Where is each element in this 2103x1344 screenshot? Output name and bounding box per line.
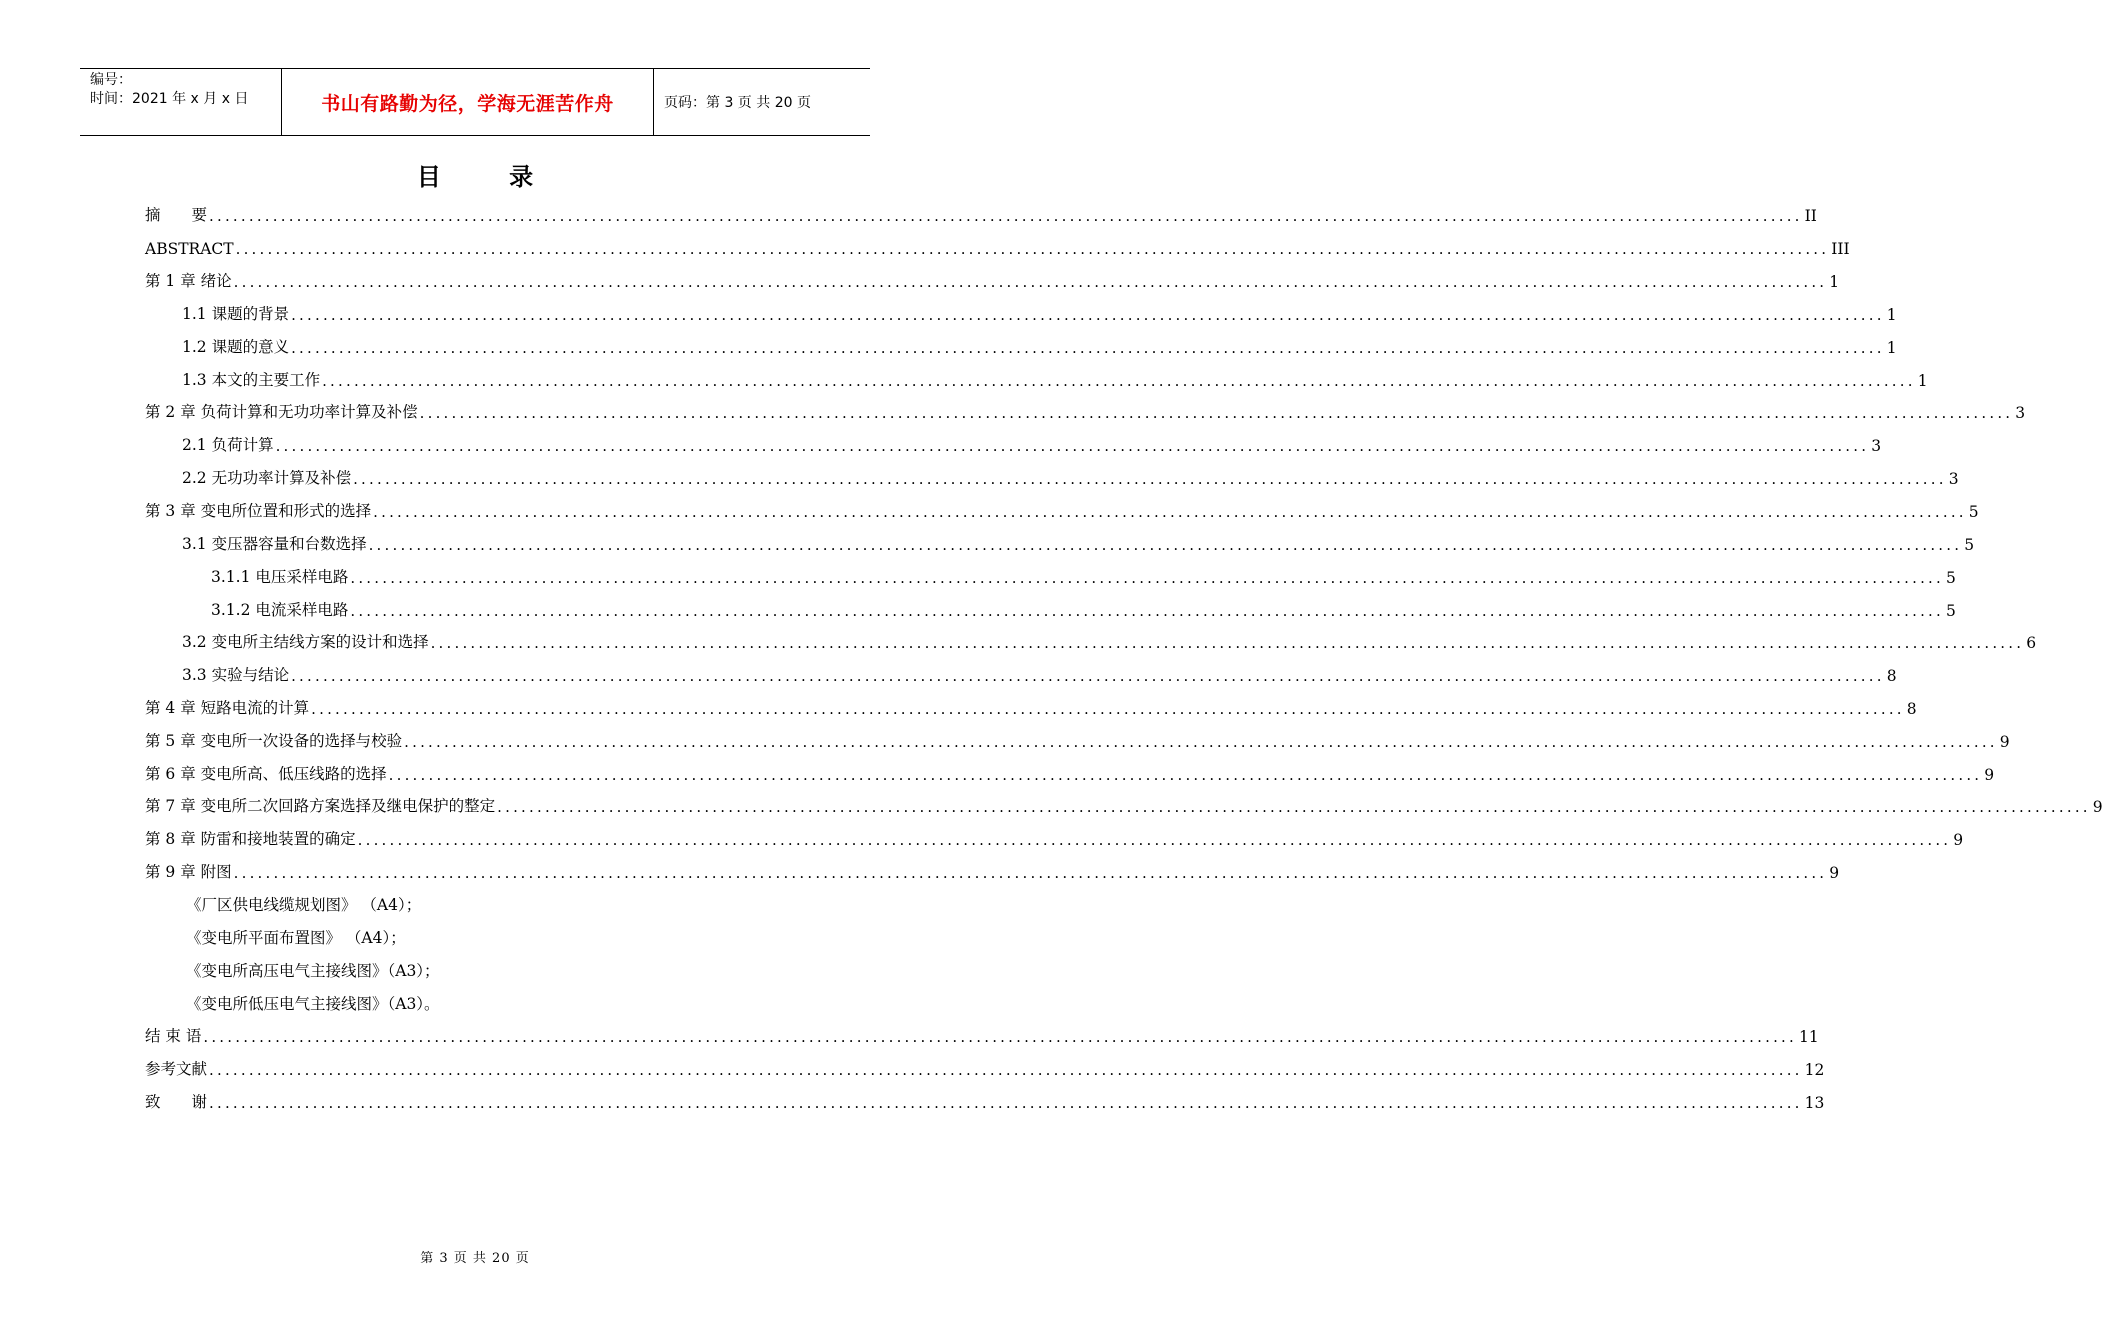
toc-leader: ........................................................................................................................................................................................................ bbox=[209, 207, 1803, 225]
toc-entry-label: 摘 要 bbox=[145, 206, 208, 224]
toc-leader: ........................................................................................................................................................................................................ bbox=[233, 273, 1828, 291]
toc-entry-label: 3.2 变电所主结线方案的设计和选择 bbox=[182, 633, 429, 651]
toc-leader: ........................................................................................................................................................................................................ bbox=[373, 503, 1967, 521]
toc-entry-label: 致 谢 bbox=[145, 1093, 208, 1111]
toc-entry[interactable] bbox=[182, 530, 1975, 554]
toc-entry-page: 1 bbox=[1917, 372, 1928, 390]
toc-leader: ........................................................................................................................................................................................................ bbox=[209, 1094, 1803, 1112]
toc-entry[interactable] bbox=[145, 760, 1995, 784]
toc-leader: ........................................................................................................................................................................................................ bbox=[311, 700, 1905, 718]
toc-leader: ........................................................................................................................................................................................................ bbox=[419, 404, 2014, 422]
toc-leader: ........................................................................................................................................................................................................ bbox=[291, 339, 1885, 357]
toc-entry-label: 参考文献 bbox=[145, 1060, 208, 1078]
toc-entry[interactable] bbox=[182, 661, 1897, 685]
toc-leader: ........................................................................................................................................................................................................ bbox=[497, 798, 2091, 816]
toc-entry-page: 12 bbox=[1804, 1061, 1825, 1079]
toc-leader: ........................................................................................................................................................................................................ bbox=[233, 864, 1828, 882]
toc-entry-page: 11 bbox=[1798, 1028, 1819, 1046]
toc-leader: ........................................................................................................................................................................................................ bbox=[357, 831, 1952, 849]
toc-entry[interactable] bbox=[182, 628, 2037, 652]
toc-entry[interactable] bbox=[145, 1022, 1819, 1046]
toc-entry-page: 9 bbox=[2092, 798, 2103, 816]
toc-leader: ........................................................................................................................................................................................................ bbox=[209, 1061, 1803, 1079]
toc-entry[interactable] bbox=[211, 596, 1956, 620]
appendix-item: 《变电所高压电气主接线图》（A3）； bbox=[186, 962, 440, 980]
toc-entry-page: 9 bbox=[1999, 733, 2010, 751]
toc-entry-label: 第 6 章 变电所高、低压线路的选择 bbox=[145, 765, 387, 783]
toc-entry[interactable] bbox=[145, 727, 2010, 751]
toc-leader: ........................................................................................................................................................................................................ bbox=[203, 1028, 1797, 1046]
toc-entry[interactable] bbox=[182, 300, 1897, 324]
toc-entry-label: 第 3 章 变电所位置和形式的选择 bbox=[145, 502, 372, 520]
toc-leader: ........................................................................................................................................................................................................ bbox=[322, 372, 1916, 390]
page-footer: 第 3 页 共 20 页 bbox=[420, 1251, 530, 1266]
toc-leader: ........................................................................................................................................................................................................ bbox=[291, 667, 1885, 685]
toc-entry-label: 1.2 课题的意义 bbox=[182, 338, 290, 356]
toc-entry-page: 5 bbox=[1946, 602, 1956, 620]
toc-entry-label: 第 4 章 短路电流的计算 bbox=[145, 699, 310, 717]
toc-entry-page: 3 bbox=[1948, 470, 1959, 488]
toc-leader: ........................................................................................................................................................................................................ bbox=[404, 733, 1998, 751]
toc-entry-page: 9 bbox=[1953, 831, 1964, 849]
toc-entry-label: 3.1.1 电压采样电路 bbox=[211, 568, 349, 586]
toc-entry[interactable] bbox=[145, 792, 2103, 816]
toc-title: 目 录 bbox=[416, 163, 564, 191]
toc-entry[interactable] bbox=[182, 366, 1928, 390]
header-meta bbox=[80, 69, 282, 135]
toc-entry-label: 3.3 实验与结论 bbox=[182, 666, 290, 684]
toc-entry-page: 8 bbox=[1886, 667, 1897, 685]
toc-entry-label: 1.1 课题的背景 bbox=[182, 305, 290, 323]
document-time: 时间：2021 年 x 月 x 日 bbox=[90, 91, 249, 107]
toc-entry-label: 3.1.2 电流采样电路 bbox=[211, 601, 349, 619]
toc-leader: ........................................................................................................................................................................................................ bbox=[388, 766, 1983, 784]
document-number: 编号： bbox=[90, 72, 132, 88]
toc-entry-page: 6 bbox=[2026, 634, 2037, 652]
toc-entry-label: 1.3 本文的主要工作 bbox=[182, 371, 321, 389]
toc-entry-page: 3 bbox=[2015, 404, 2026, 422]
page-header bbox=[80, 68, 870, 136]
appendix-item: 《变电所平面布置图》 （A4）； bbox=[186, 929, 406, 947]
toc-entry[interactable] bbox=[145, 398, 2026, 422]
toc-leader: ........................................................................................................................................................................................................ bbox=[350, 602, 1944, 620]
toc-entry[interactable] bbox=[145, 825, 1964, 849]
toc-leader: ........................................................................................................................................................................................................ bbox=[368, 536, 1963, 554]
toc-entry-page: 1 bbox=[1886, 306, 1897, 324]
toc-leader: ........................................................................................................................................................................................................ bbox=[353, 470, 1947, 488]
toc-entry[interactable] bbox=[145, 858, 1840, 882]
toc-entry[interactable] bbox=[145, 1055, 1825, 1079]
toc-entry[interactable] bbox=[211, 563, 1956, 587]
toc-entry-page: 1 bbox=[1886, 339, 1897, 357]
toc-entry[interactable] bbox=[145, 694, 1917, 718]
toc-entry[interactable] bbox=[145, 201, 1817, 225]
toc-leader: ........................................................................................................................................................................................................ bbox=[275, 437, 1870, 455]
toc-entry-label: 结 束 语 bbox=[145, 1027, 202, 1045]
toc-entry-page: 3 bbox=[1871, 437, 1882, 455]
toc-entry-page: 5 bbox=[1946, 569, 1956, 587]
header-page-info: 页码：第 3 页 共 20 页 bbox=[664, 95, 811, 111]
toc-entry-label: 第 9 章 附图 bbox=[145, 863, 232, 881]
toc-entry-label: ABSTRACT bbox=[145, 240, 234, 258]
toc-entry-page: 5 bbox=[1964, 536, 1975, 554]
toc-entry-label: 第 8 章 防雷和接地装置的确定 bbox=[145, 830, 356, 848]
toc-leader: ........................................................................................................................................................................................................ bbox=[430, 634, 2025, 652]
toc-entry[interactable] bbox=[145, 234, 1850, 258]
toc-entry-page: 9 bbox=[1829, 864, 1840, 882]
toc-entry[interactable] bbox=[145, 267, 1840, 291]
header-motto: 书山有路勤为径，学海无涯苦作舟 bbox=[282, 69, 654, 135]
toc-entry-page: III bbox=[1831, 240, 1850, 258]
toc-entry-label: 第 7 章 变电所二次回路方案选择及继电保护的整定 bbox=[145, 797, 496, 815]
toc-entry-label: 第 2 章 负荷计算和无功功率计算及补偿 bbox=[145, 403, 418, 421]
toc-entry-page: 13 bbox=[1804, 1094, 1825, 1112]
toc-entry-page: 8 bbox=[1906, 700, 1917, 718]
toc-leader: ........................................................................................................................................................................................................ bbox=[350, 569, 1944, 587]
appendix-item: 《变电所低压电气主接线图》（A3）。 bbox=[186, 995, 440, 1013]
toc-entry-page: 5 bbox=[1968, 503, 1979, 521]
toc-entry[interactable] bbox=[182, 431, 1882, 455]
toc-leader: ........................................................................................................................................................................................................ bbox=[291, 306, 1885, 324]
toc-entry-page: 9 bbox=[1984, 766, 1995, 784]
toc-entry[interactable] bbox=[182, 464, 1959, 488]
toc-entry[interactable] bbox=[145, 1088, 1825, 1112]
toc-entry-label: 第 5 章 变电所一次设备的选择与校验 bbox=[145, 732, 403, 750]
toc-entry[interactable] bbox=[182, 333, 1897, 357]
toc-entry-page: II bbox=[1804, 207, 1817, 225]
toc-entry-label: 3.1 变压器容量和台数选择 bbox=[182, 535, 367, 553]
toc-entry[interactable] bbox=[145, 497, 1979, 521]
toc-leader: ........................................................................................................................................................................................................ bbox=[235, 240, 1830, 258]
toc-entry-label: 2.1 负荷计算 bbox=[182, 436, 274, 454]
toc-entry-label: 2.2 无功功率计算及补偿 bbox=[182, 469, 352, 487]
appendix-item: 《厂区供电线缆规划图》 （A4）； bbox=[186, 896, 422, 914]
toc-entry-page: 1 bbox=[1829, 273, 1840, 291]
toc-entry-label: 第 1 章 绪论 bbox=[145, 272, 232, 290]
